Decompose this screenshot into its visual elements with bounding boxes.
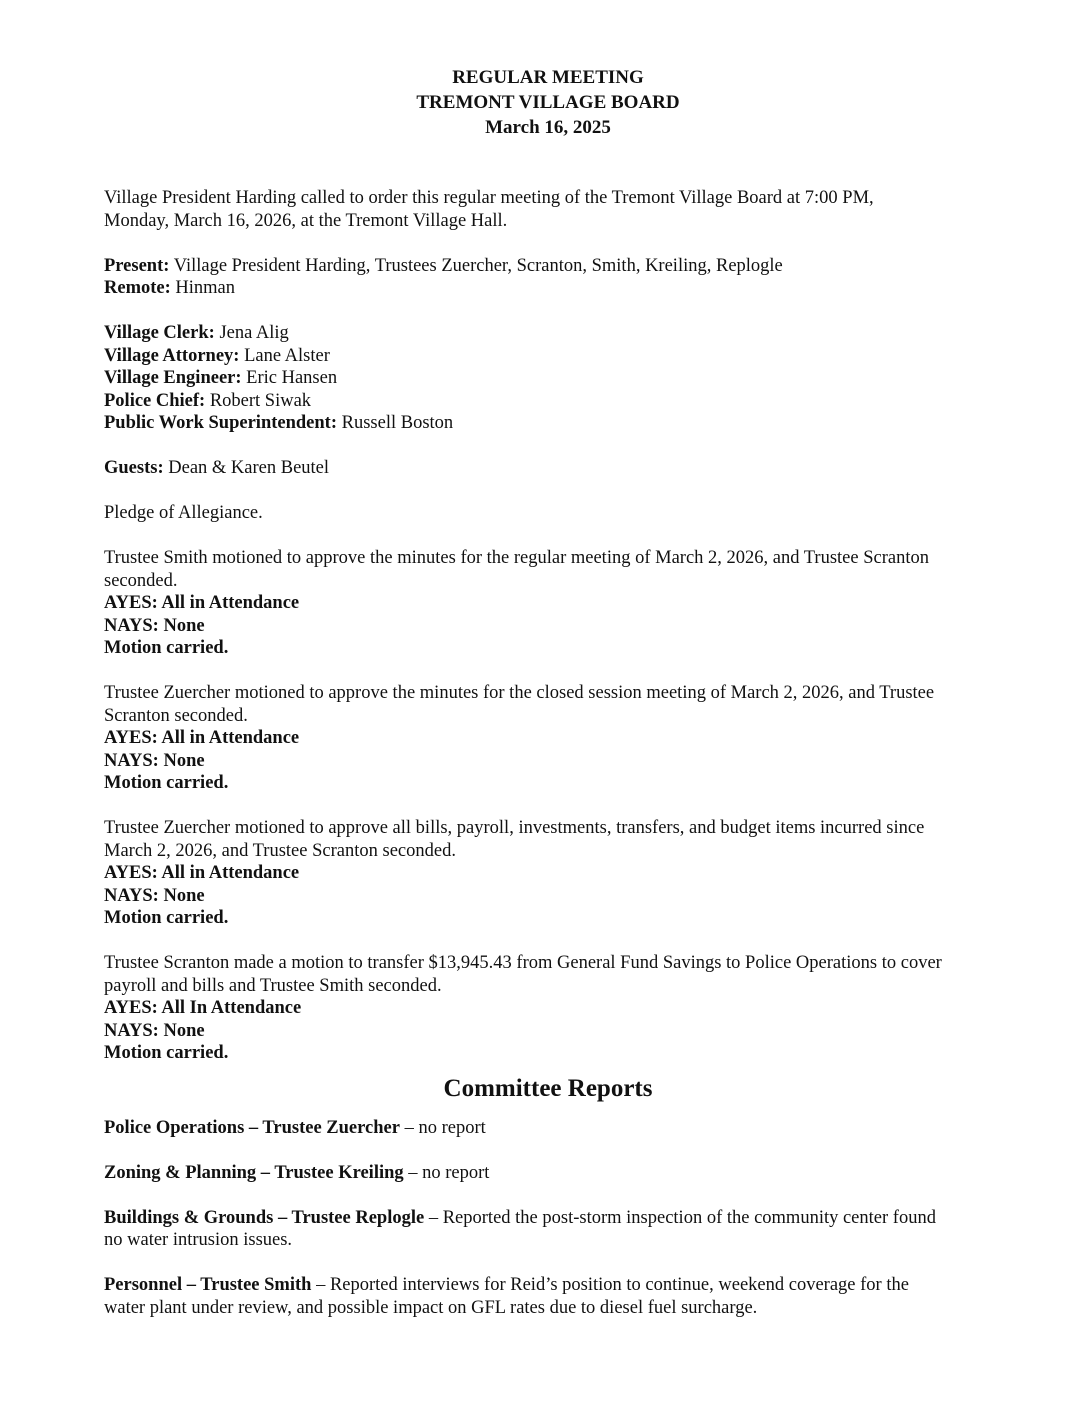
official-attorney (104, 345, 1004, 368)
motion-1 (104, 547, 1004, 660)
report-text: – Reported the post-storm inspection of the community center found (424, 1207, 936, 1228)
official-label: Public Work Superintendent: (104, 413, 338, 433)
motion-result: Motion carried. (104, 1043, 229, 1063)
motion-result: Motion carried. (104, 908, 229, 928)
official-police-chief (104, 390, 1004, 413)
document-header (0, 65, 1088, 140)
report-label: Personnel – Trustee Smith (104, 1275, 312, 1295)
motion-text-line-2: payroll and bills and Trustee Smith seconded. (104, 975, 442, 996)
official-value: Robert Siwak (205, 390, 312, 411)
report-label: Buildings & Grounds – Trustee Replogle (104, 1207, 425, 1228)
report-zoning-planning (104, 1162, 1004, 1185)
report-line-1 (104, 1207, 1004, 1230)
motion-ayes: AYES: All In Attendance (104, 998, 302, 1018)
header-date: March 16, 2025 (485, 117, 611, 138)
official-engineer (104, 367, 1004, 390)
motion-nays: NAYS: None (104, 1020, 205, 1041)
motion-text-line-2: Scranton seconded. (104, 705, 248, 726)
report-line-1 (104, 1274, 1004, 1297)
report-police-operations (104, 1117, 1004, 1140)
report-personnel (104, 1274, 1004, 1319)
intro-line-1: Village President Harding called to order this regular meeting of the Tremont Village Board at 7:00 PM, (104, 188, 874, 208)
official-label: Village Engineer: (104, 368, 242, 388)
report-line-2: no water intrusion issues. (104, 1230, 293, 1250)
official-value: Lane Alster (239, 345, 330, 366)
present-label: Present: (104, 255, 170, 276)
motion-ayes: AYES: All in Attendance (104, 863, 300, 883)
guests-value: Dean & Karen Beutel (163, 458, 330, 478)
motion-4 (104, 952, 1004, 1065)
official-label: Village Attorney: (104, 345, 240, 366)
report-buildings-grounds (104, 1207, 1004, 1252)
official-value: Russell Boston (337, 413, 454, 433)
official-label: Village Clerk: (104, 323, 215, 343)
report-line-2: water plant under review, and possible impact on GFL rates due to diesel fuel surcharge. (104, 1297, 758, 1318)
motion-result: Motion carried. (104, 638, 229, 658)
remote-label: Remote: (104, 278, 171, 298)
present-line (104, 255, 1004, 278)
motion-result: Motion carried. (104, 773, 229, 793)
motion-text-line-1: Trustee Zuercher motioned to approve the minutes for the closed session meeting of March 2, 2026, and Trustee (104, 683, 935, 703)
guests-line (104, 457, 1004, 480)
report-label: Zoning & Planning – Trustee Kreiling (104, 1162, 404, 1183)
report-text: – Reported interviews for Reid’s position to continue, weekend coverage for the (311, 1275, 909, 1295)
motion-text-line-1: Trustee Zuercher motioned to approve all bills, payroll, investments, transfers, and budget items incurred since (104, 818, 925, 838)
motion-ayes: AYES: All in Attendance (104, 593, 300, 613)
pledge-line: Pledge of Allegiance. (104, 503, 263, 523)
official-clerk (104, 322, 1004, 345)
intro-line-2: Monday, March 16, 2026, at the Tremont Village Hall. (104, 210, 508, 231)
official-public-works (104, 412, 1004, 435)
motion-nays: NAYS: None (104, 615, 205, 636)
report-label: Police Operations – Trustee Zuercher (104, 1117, 400, 1138)
remote-value: Hinman (170, 278, 235, 298)
motion-text-line-1: Trustee Smith motioned to approve the minutes for the regular meeting of March 2, 2026, and Trustee Scranton (104, 548, 929, 568)
report-text: – no report (399, 1117, 486, 1138)
motion-ayes: AYES: All in Attendance (104, 728, 300, 748)
motion-text-line-2: seconded. (104, 570, 178, 591)
motion-text-line-2: March 2, 2026, and Trustee Scranton seconded. (104, 840, 456, 861)
motion-text-line-1: Trustee Scranton made a motion to transfer $13,945.43 from General Fund Savings to Police Operations to cover (104, 953, 942, 973)
motion-3 (104, 817, 1004, 930)
official-value: Jena Alig (214, 323, 289, 343)
header-board-name: TREMONT VILLAGE BOARD (416, 92, 680, 113)
minutes-body (104, 187, 1004, 1319)
header-meeting-type: REGULAR MEETING (452, 67, 644, 88)
motion-2 (104, 682, 1004, 795)
motion-nays: NAYS: None (104, 750, 205, 771)
committee-reports-heading: Committee Reports (443, 1074, 653, 1102)
motion-nays: NAYS: None (104, 885, 205, 906)
present-value: Village President Harding, Trustees Zuercher, Scranton, Smith, Kreiling, Replogle (169, 255, 783, 276)
official-label: Police Chief: (104, 390, 206, 411)
remote-line (104, 277, 1004, 300)
guests-label: Guests: (104, 458, 164, 478)
official-value: Eric Hansen (241, 368, 338, 388)
report-text: – no report (403, 1162, 490, 1183)
